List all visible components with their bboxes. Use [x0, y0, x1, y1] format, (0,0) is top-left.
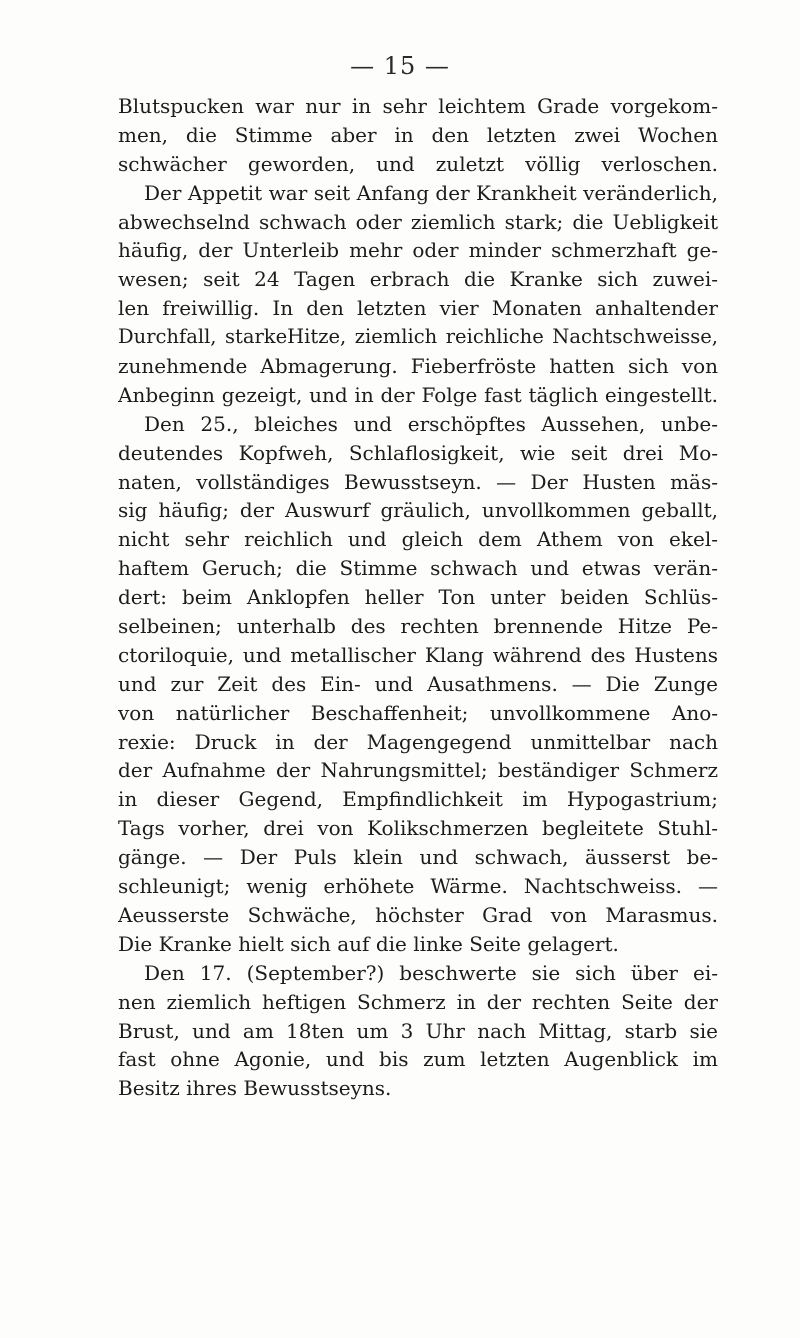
text-line: ctoriloquie, und metallischer Klang während des Hustens — [118, 642, 718, 667]
text-line: Den 25., bleiches und erschöpftes Aussehen, unbe- — [144, 411, 718, 436]
text-line: rexie: Druck in der Magengegend unmittelbar nach — [118, 729, 718, 754]
text-line: fast ohne Agonie, und bis zum letzten Augenblick im — [118, 1047, 718, 1072]
text-line: Den 17. (September?) beschwerte sie sich über ei- — [144, 960, 718, 985]
text-line: Tags vorher, drei von Kolikschmerzen begleitete Stuhl- — [118, 816, 718, 841]
text-line: in dieser Gegend, Empfindlichkeit im Hypogastrium; — [118, 787, 718, 812]
text-line: Blutspucken war nur in sehr leichtem Grade vorgekom- — [118, 94, 718, 118]
text-line: schwächer geworden, und zuletzt völlig verloschen. — [118, 151, 718, 176]
text-line: Aeusserste Schwäche, höchster Grad von Marasmus. — [118, 902, 718, 927]
text-line: Anbeginn gezeigt, und in der Folge fast täglich eingestellt. — [118, 382, 718, 407]
text-line: Durchfall, starkeHitze, ziemlich reichliche Nachtschweisse, — [118, 325, 718, 349]
text-line: wesen; seit 24 Tagen erbrach die Kranke sich zuwei- — [118, 267, 718, 292]
text-line: von natürlicher Beschaffenheit; unvollkommene Ano- — [118, 700, 718, 725]
text-line: naten, vollständiges Bewusstseyn. — Der Husten mäs- — [118, 469, 718, 494]
text-line: gänge. — Der Puls klein und schwach, äusserst be- — [118, 845, 718, 870]
text-line: Brust, und am 18ten um 3 Uhr nach Mittag, starb sie — [118, 1018, 718, 1043]
text-line: Besitz ihres Bewusstseyns. — [118, 1076, 392, 1101]
text-line: und zur Zeit des Ein- und Ausathmens. — Die Zunge — [118, 671, 718, 696]
text-line: selbeinen; unterhalb des rechten brennende Hitze Pe- — [118, 614, 718, 639]
text-line: zunehmende Abmagerung. Fieberfröste hatten sich von — [118, 354, 718, 379]
text-line: häufig, der Unterleib mehr oder minder schmerzhaft ge- — [118, 238, 718, 263]
text-line: abwechselnd schwach oder ziemlich stark; die Uebligkeit — [118, 209, 718, 234]
text-line: der Aufnahme der Nahrungsmittel; beständiger Schmerz — [118, 758, 718, 783]
text-line: dert: beim Anklopfen heller Ton unter beiden Schlüs- — [118, 585, 718, 610]
text-line: nicht sehr reichlich und gleich dem Athem von ekel- — [118, 527, 718, 552]
text-line: deutendes Kopfweh, Schlaflosigkeit, wie seit drei Mo- — [118, 440, 718, 465]
body-text — [118, 92, 718, 1103]
text-line: nen ziemlich heftigen Schmerz in der rechten Seite der — [118, 989, 718, 1014]
text-line: sig häufig; der Auswurf gräulich, unvollkommen geballt, — [118, 498, 718, 523]
text-line: len freiwillig. In den letzten vier Monaten anhaltender — [118, 296, 718, 321]
text-line: men, die Stimme aber in den letzten zwei Wochen — [118, 122, 718, 147]
text-line: haftem Geruch; die Stimme schwach und etwas verän- — [118, 556, 718, 581]
text-line: Der Appetit war seit Anfang der Krankheit veränderlich, — [144, 180, 718, 205]
text-line: schleunigt; wenig erhöhete Wärme. Nachtschweiss. — — [118, 874, 718, 899]
page-number: — 15 — — [350, 52, 450, 80]
text-line: Die Kranke hielt sich auf die linke Seite gelagert. — [118, 931, 619, 956]
